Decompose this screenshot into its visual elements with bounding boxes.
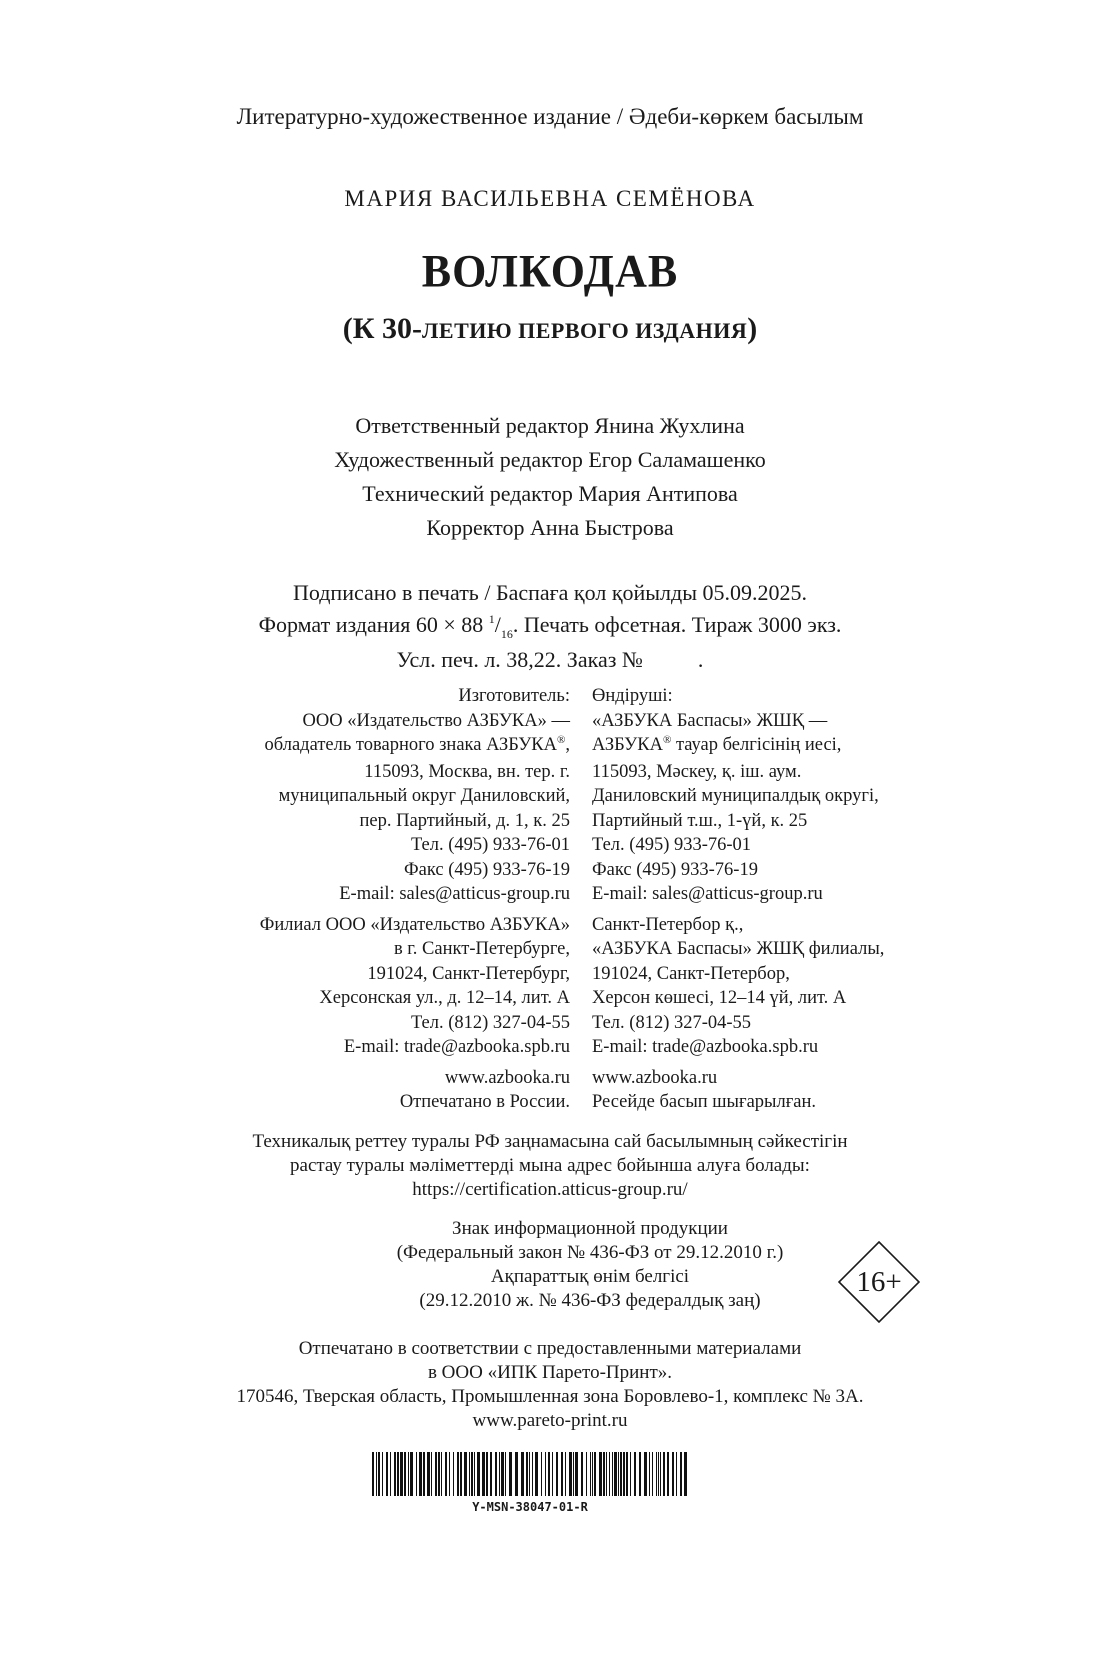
branch-line: Филиал ООО «Издательство АЗБУКА» [259,914,570,935]
barcode-bar [419,1452,422,1496]
address-line: 115093, Москва, вн. тер. г. [364,761,570,782]
barcode-bar [541,1452,542,1496]
barcode-bar [667,1452,669,1496]
barcode-bar [515,1452,518,1496]
printed-in: Отпечатано в России. [399,1092,570,1112]
printer-block [0,1337,1100,1433]
phone: Тел. (495) 933-76-01 [592,835,752,855]
barcode-bar [499,1452,500,1496]
credit-line: Корректор Анна Быстрова [426,515,674,540]
footer-kz [592,1066,884,1115]
barcode-bar [372,1452,374,1496]
subtitle-open: (К 30- [342,312,422,345]
barcode-bar [639,1452,641,1496]
credit-line: Художественный редактор Егор Саламашенко [334,447,766,472]
barcode-bar [672,1452,674,1496]
info-sign-block [350,1217,830,1313]
format-numerator: 1 [488,612,495,626]
barcode-bar [441,1452,442,1496]
barcode-bar [556,1452,558,1496]
barcode-bar [599,1452,602,1496]
phone: Тел. (495) 933-76-01 [410,835,570,855]
barcode-bar [649,1452,650,1496]
barcode-bar [501,1452,504,1496]
barcode-bar [404,1452,406,1496]
info-sign-line: Ақпараттық өнім белгісі [490,1266,690,1287]
branch-line: Тел. (812) 327-04-55 [592,1012,752,1033]
barcode-bar [652,1452,653,1496]
branch-line: E-mail: trade@azbooka.spb.ru [592,1037,819,1057]
branch-line: Херсон көшесі, 12–14 үй, лит. А [592,988,847,1008]
owner-suffix: тауар белгісінің иесі, [671,735,842,755]
barcode-bar [486,1452,488,1496]
info-sign-line: (Федеральный закон № 436-ФЗ от 29.12.2010 г.) [396,1242,784,1263]
barcode-bar [505,1452,506,1496]
email: E-mail: sales@atticus-group.ru [592,884,823,904]
branch-line: 191024, Санкт-Петербург, [367,963,570,984]
branch-line: Херсонская ул., д. 12–14, лит. А [319,988,570,1008]
barcode-bar [676,1452,677,1496]
barcode-bar [634,1452,636,1496]
fax: Факс (495) 933-76-19 [592,859,758,880]
barcode-bar [438,1452,440,1496]
book-subtitle [0,312,1100,346]
subtitle-close: ) [747,312,758,345]
barcode-bar [427,1452,430,1496]
barcode-bar [410,1452,413,1496]
barcode-bar [644,1452,647,1496]
branch-line: в г. Санкт-Петербурге, [393,939,570,959]
barcode-bar [397,1452,399,1496]
publisher-ru-column [260,684,570,1115]
barcode-bar [529,1452,530,1496]
barcode-bar [453,1452,454,1496]
barcode-bar [656,1452,657,1496]
barcode-bar [573,1452,574,1496]
barcode-bar [606,1452,607,1496]
barcode-bar [660,1452,661,1496]
address-line: муниципальный округ Даниловский, [278,786,570,806]
printer-line: 170546, Тверская область, Промышленная зона Боровлево-1, комплекс № 3А. [236,1386,864,1407]
barcode-bar [435,1452,437,1496]
barcode-bar [548,1452,550,1496]
barcode-bar [680,1452,682,1496]
barcode-bar [612,1452,613,1496]
credit-line: Технический редактор Мария Антипова [362,481,738,506]
barcode-bar [469,1452,470,1496]
info-sign-line: (29.12.2010 ж. № 436-ФЗ федералдық заң) [419,1290,761,1311]
barcode-bar [663,1452,665,1496]
format-line [0,609,1100,644]
barcode-bar [594,1452,596,1496]
website: www.azbooka.ru [444,1067,570,1088]
subtitle-smallcaps: ЛЕТИЮ ПЕРВОГО ИЗДАНИЯ [422,318,748,343]
barcode-bar [535,1452,538,1496]
barcode-bar [521,1452,524,1496]
printer-line: Отпечатано в соответствии с предоставленными материалами [298,1338,802,1359]
barcode-icon [370,1452,690,1498]
branch-line: Санкт-Петербор қ., [592,914,744,935]
barcode-bar [630,1452,631,1496]
owner-prefix: обладатель товарного знака АЗБУКА [264,735,558,755]
barcode-bar [532,1452,533,1496]
format-suffix: . Печать офсетная. Тираж 3000 экз. [512,612,842,637]
certification-url: https://certification.atticus-group.ru/ [412,1179,688,1200]
registered-mark: ® [557,734,566,746]
footer-ru [260,1066,570,1115]
format-prefix: Формат издания 60 × 88 [258,612,484,637]
branch-line: 191024, Санкт-Петербор, [592,963,790,984]
barcode-bar [445,1452,447,1496]
printer-line: в ООО «ИПК Парето-Принт». [427,1362,673,1383]
publisher-kz-column [592,684,884,1115]
age-rating-label: 16+ [856,1266,902,1298]
barcode-bar [684,1452,687,1496]
signed-line: Подписано в печать / Баспаға қол қойылды 05.09.2025. [292,580,808,605]
certification-block [0,1130,1100,1202]
barcode-bar [386,1452,388,1496]
branch-ru [260,913,570,1060]
barcode-bar [495,1452,497,1496]
barcode-bar [609,1452,610,1496]
barcode-bar [623,1452,625,1496]
manufacturer-name: ООО «Издательство АЗБУКА» — [302,710,570,731]
barcode-bar [378,1452,380,1496]
owner-prefix: АЗБУКА [592,735,663,755]
address-line: Партийный т.ш., 1-үй, к. 25 [592,810,808,831]
info-sign-line: Знак информационной продукции [452,1218,728,1239]
barcode-bar [575,1452,578,1496]
credit-line: Ответственный редактор Янина Жухлина [355,413,745,438]
manufacturer-ru [260,684,570,907]
barcode-bar [526,1452,528,1496]
barcode-bar [618,1452,619,1496]
branch-kz [592,913,884,1060]
owner-suffix: , [565,735,570,755]
barcode-bar [603,1452,605,1496]
address-line: 115093, Мәскеу, қ. іш. аум. [592,761,802,782]
barcode-bar [464,1452,467,1496]
barcode-bar [626,1452,628,1496]
manufacturer-label: Изготовитель: [458,686,570,706]
print-info [0,577,1100,676]
certification-line: Техникалық реттеу туралы РФ заңнамасына сай басылымның сәйкестігін [252,1131,848,1152]
barcode-bar [552,1452,553,1496]
barcode-bar [490,1452,492,1496]
branch-line: «АЗБУКА Баспасы» ЖШҚ филиалы, [592,939,885,959]
barcode-bar [590,1452,591,1496]
barcode-bar [382,1452,383,1496]
age-rating-badge [838,1241,920,1323]
barcode-bar [477,1452,480,1496]
printer-url: www.pareto-print.ru [472,1410,628,1431]
address-line: Даниловский муниципалдық округі, [592,786,879,806]
barcode-bar [376,1452,377,1496]
order-line: Усл. печ. л. 38,22. Заказ № . [396,647,704,672]
book-title: ВОЛКОДАВ [421,245,679,298]
barcode-bar [586,1452,587,1496]
barcode-bar [471,1452,473,1496]
credits-block [0,409,1100,545]
manufacturer-label: Өндіруші: [592,686,673,706]
printed-in: Ресейде басып шығарылған. [592,1092,817,1112]
trademark-owner [592,733,884,760]
barcode-bar [592,1452,593,1496]
barcode-bar [416,1452,417,1496]
barcode-bar [394,1452,396,1496]
barcode-bar [565,1452,566,1496]
genre-line: Литературно-художественное издание / Әдеби-көркем басылым [236,104,864,129]
barcode-bar [449,1452,450,1496]
branch-line: Тел. (812) 327-04-55 [410,1012,570,1033]
trademark-owner [260,733,570,760]
barcode-bar [390,1452,391,1496]
barcode-label: Y-MSN-38047-01-R [472,1500,588,1514]
barcode-bar [474,1452,475,1496]
certification-line: растау туралы мәліметтерді мына адрес бойынша алуға болады: [290,1155,810,1176]
barcode-bar [545,1452,546,1496]
barcode-bar [620,1452,622,1496]
barcode-bar [423,1452,425,1496]
barcode-bar [431,1452,432,1496]
author-name: МАРИЯ ВАСИЛЬЕВНА СЕМЁНОВА [344,186,756,211]
barcode-bar [658,1452,659,1496]
format-denominator: 16 [500,627,513,641]
barcode-bar [400,1452,403,1496]
fax: Факс (495) 933-76-19 [404,859,570,880]
email: E-mail: sales@atticus-group.ru [339,884,570,904]
barcode-bar [509,1452,512,1496]
barcode-bar [614,1452,617,1496]
address-line: пер. Партийный, д. 1, к. 25 [359,810,570,831]
manufacturer-name: «АЗБУКА Баспасы» ЖШҚ — [592,710,828,731]
registered-mark: ® [662,734,672,746]
barcode-bar [581,1452,583,1496]
barcode-bar [569,1452,572,1496]
barcode-bar [460,1452,462,1496]
website: www.azbooka.ru [592,1067,718,1088]
barcode-bar [408,1452,409,1496]
barcode-bar [482,1452,485,1496]
branch-line: E-mail: trade@azbooka.spb.ru [343,1037,570,1057]
format-slash: / [494,612,501,637]
manufacturer-kz [592,684,884,907]
barcode-bar [561,1452,563,1496]
barcode-bar [457,1452,459,1496]
